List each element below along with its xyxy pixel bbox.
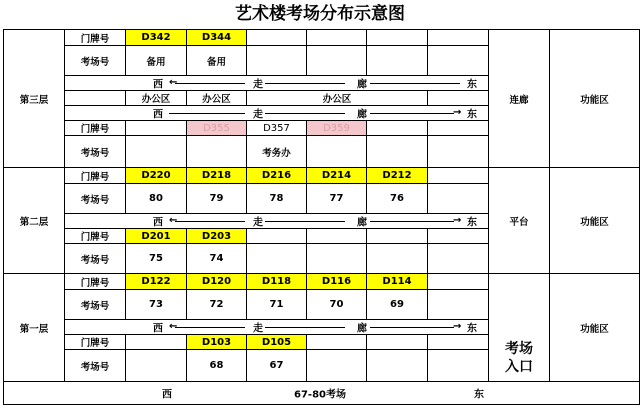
door-cell — [367, 121, 428, 136]
door-cell: D120 — [187, 274, 247, 290]
room-cell — [428, 290, 489, 320]
room-cell — [247, 244, 307, 274]
floor-plan-table — [3, 29, 640, 405]
room-label: 考场号 — [65, 350, 126, 382]
door-cell: D214 — [307, 168, 367, 184]
corridor-line — [265, 221, 345, 222]
walk-label: 走 — [253, 79, 263, 91]
door-label: 门牌号 — [65, 335, 126, 350]
room-cell — [367, 350, 428, 382]
corridor-line — [265, 327, 345, 328]
right-arrow-icon: → — [453, 321, 462, 332]
room-cell: 考务办 — [247, 136, 307, 168]
office-area: 办公区 — [247, 91, 428, 106]
door-cell — [126, 121, 187, 136]
exam-entrance-label — [489, 340, 549, 376]
door-cell: D357 — [247, 121, 307, 136]
room-cell: 78 — [247, 184, 307, 214]
room-cell — [307, 136, 367, 168]
door-cell: D114 — [367, 274, 428, 290]
corridor-line — [370, 83, 460, 84]
door-label: 门牌号 — [65, 274, 126, 290]
door-cell: D355 — [187, 121, 247, 136]
room-cell: 备用 — [126, 46, 187, 76]
left-arrow-icon: ← — [169, 215, 178, 226]
room-cell: 67 — [247, 350, 307, 382]
room-cell: 74 — [187, 244, 247, 274]
corridor-line — [175, 83, 245, 84]
door-cell — [428, 229, 489, 244]
footer-bar — [4, 382, 640, 405]
door-cell — [428, 168, 489, 184]
entrance-text: 考场入口 — [505, 340, 533, 375]
room-cell: 备用 — [187, 46, 247, 76]
room-label: 考场号 — [65, 184, 126, 214]
door-cell — [428, 30, 489, 46]
floor-label-3: 第三层 — [4, 30, 65, 168]
door-cell: D344 — [187, 30, 247, 46]
left-arrow-icon: ← — [169, 77, 178, 88]
room-cell — [428, 136, 489, 168]
door-cell — [367, 229, 428, 244]
room-cell: 71 — [247, 290, 307, 320]
room-cell — [367, 244, 428, 274]
lang-label: 廊 — [357, 323, 367, 335]
walk-label: 走 — [253, 217, 263, 229]
floor-label-2: 第二层 — [4, 168, 65, 274]
door-label: 门牌号 — [65, 168, 126, 184]
corridor-3b — [65, 106, 489, 121]
room-cell — [307, 46, 367, 76]
door-cell: D218 — [187, 168, 247, 184]
left-arrow-icon: ← — [169, 321, 178, 332]
door-cell — [307, 335, 367, 350]
door-label: 门牌号 — [65, 121, 126, 136]
room-cell — [367, 46, 428, 76]
door-cell: D359 — [307, 121, 367, 136]
room-cell — [307, 244, 367, 274]
entrance-cell — [489, 335, 550, 382]
door-cell — [428, 335, 489, 350]
corridor-line — [175, 327, 245, 328]
room-cell: 76 — [367, 184, 428, 214]
room-cell — [428, 350, 489, 382]
door-cell — [428, 121, 489, 136]
room-label: 考场号 — [65, 136, 126, 168]
connector-blank-1 — [489, 274, 550, 335]
corridor-line — [265, 83, 345, 84]
corridor-1 — [65, 320, 489, 335]
room-cell — [247, 46, 307, 76]
room-cell: 70 — [307, 290, 367, 320]
office-blank — [428, 91, 489, 106]
footer-east: 东 — [474, 389, 484, 401]
door-cell — [367, 335, 428, 350]
door-cell — [126, 335, 187, 350]
east-label: 东 — [467, 79, 477, 91]
room-cell — [187, 136, 247, 168]
west-label: 西 — [153, 217, 163, 229]
room-cell — [428, 244, 489, 274]
corridor-line — [370, 113, 454, 114]
east-label: 东 — [467, 217, 477, 229]
door-cell — [367, 30, 428, 46]
room-cell: 80 — [126, 184, 187, 214]
door-cell: D220 — [126, 168, 187, 184]
room-cell: 72 — [187, 290, 247, 320]
door-cell — [307, 229, 367, 244]
room-cell — [126, 350, 187, 382]
door-cell: D212 — [367, 168, 428, 184]
door-label: 门牌号 — [65, 30, 126, 46]
east-label: 东 — [467, 109, 477, 121]
west-label: 西 — [153, 323, 163, 335]
room-cell: 77 — [307, 184, 367, 214]
lang-label: 廊 — [357, 79, 367, 91]
east-label: 东 — [467, 323, 477, 335]
room-label: 考场号 — [65, 244, 126, 274]
room-cell — [428, 184, 489, 214]
corridor-line — [175, 221, 245, 222]
room-cell — [428, 46, 489, 76]
room-cell: 69 — [367, 290, 428, 320]
room-cell — [126, 136, 187, 168]
footer-center: 67-80考场 — [294, 389, 346, 401]
corridor-line — [169, 113, 245, 114]
lang-label: 廊 — [357, 217, 367, 229]
door-cell: D201 — [126, 229, 187, 244]
door-cell: D103 — [187, 335, 247, 350]
door-cell: D116 — [307, 274, 367, 290]
right-arrow-icon: → — [453, 215, 462, 226]
corridor-line — [370, 327, 454, 328]
corridor-2 — [65, 214, 489, 229]
footer-west: 西 — [162, 389, 172, 401]
west-label: 西 — [153, 109, 163, 121]
corridor-3a — [65, 76, 489, 91]
west-label: 西 — [153, 79, 163, 91]
room-label: 考场号 — [65, 290, 126, 320]
function-area-2: 功能区 — [550, 168, 640, 274]
floor-label-1: 第一层 — [4, 274, 65, 382]
function-area-3: 功能区 — [550, 30, 640, 168]
door-cell — [307, 30, 367, 46]
door-cell — [247, 229, 307, 244]
door-cell: D342 — [126, 30, 187, 46]
walk-label: 走 — [253, 323, 263, 335]
door-cell: D216 — [247, 168, 307, 184]
door-cell — [428, 274, 489, 290]
office-blank — [65, 91, 126, 106]
walk-label: 走 — [253, 109, 263, 121]
door-cell: D118 — [247, 274, 307, 290]
corridor-line — [265, 113, 345, 114]
room-cell — [307, 350, 367, 382]
room-cell — [367, 136, 428, 168]
room-label: 考场号 — [65, 46, 126, 76]
door-label: 门牌号 — [65, 229, 126, 244]
door-cell: D105 — [247, 335, 307, 350]
corridor-line — [370, 221, 454, 222]
right-arrow-icon: → — [453, 107, 462, 118]
lang-label: 廊 — [357, 109, 367, 121]
office-area: 办公区 — [126, 91, 187, 106]
page-title: 艺术楼考场分布示意图 — [235, 4, 405, 24]
function-area-1: 功能区 — [550, 274, 640, 382]
door-cell: D122 — [126, 274, 187, 290]
room-cell: 79 — [187, 184, 247, 214]
office-area: 办公区 — [187, 91, 247, 106]
connector-label-2: 平台 — [489, 168, 550, 274]
door-cell — [247, 30, 307, 46]
connector-label-3: 连廊 — [489, 30, 550, 168]
room-cell: 75 — [126, 244, 187, 274]
room-cell: 73 — [126, 290, 187, 320]
door-cell: D203 — [187, 229, 247, 244]
room-cell: 68 — [187, 350, 247, 382]
